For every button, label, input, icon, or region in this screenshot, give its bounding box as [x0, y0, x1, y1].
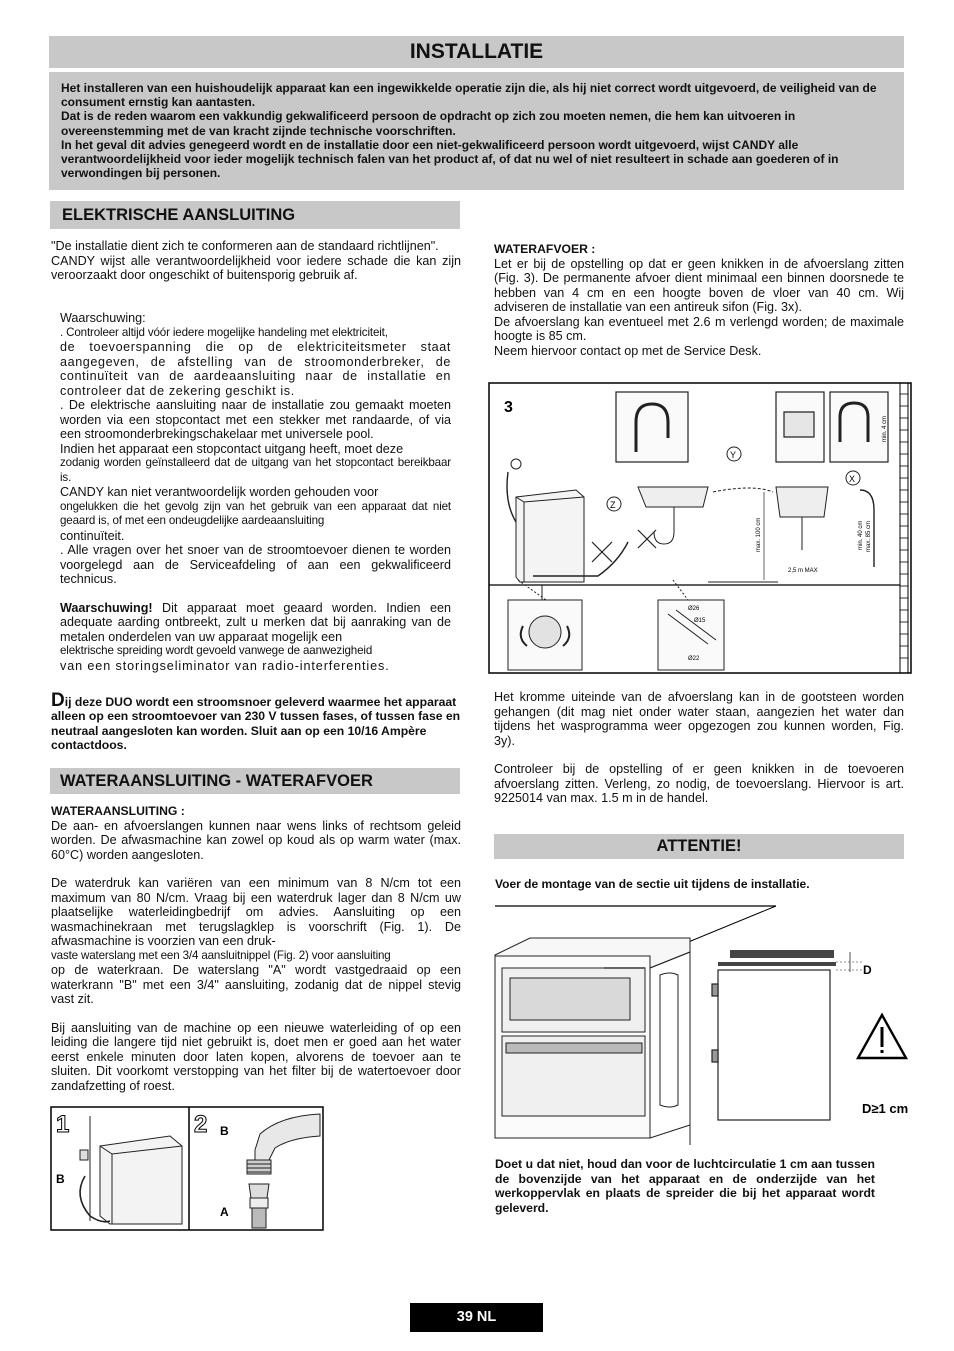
drain-paragraph: Controleer bij de opstelling of er geen knikken in de toevoeren afvoerslang zitten. Verleng, zo nodig, de toevoerslang. Hiervoor is art. 9225014 van max. 1.5 m in de handel.	[494, 762, 904, 805]
water-paragraph: De waterdruk kan variëren van een minimum van 8 N/cm tot een maximum van 80 N/cm. Vraag bij een waterdruk lager dan 8 N/cm uw plaatselijke waterleidingbedrijf om advies. Aansluiting op een wasmachinekraan met terugslagklep is voorschrift (Fig. 1). De afwasmachine is voorzien van een druk-	[51, 876, 461, 948]
earth-warning-text: van een storingseliminator van radio-interferenties.	[60, 658, 390, 673]
drain-paragraph: De afvoerslang kan eventueel met 2.6 m verlengd worden; de maximale hoogte is 85 cm.	[494, 314, 904, 343]
fig1-b-label: B	[56, 1172, 65, 1186]
attention-figure	[490, 900, 930, 1150]
drain-text-2	[494, 690, 904, 806]
fig3-dim-max85: max. 85 cm	[866, 520, 872, 552]
fig2-a-label: A	[220, 1205, 229, 1219]
fig3-label-y: Y	[730, 450, 737, 460]
earth-warning-label: Waarschuwing!	[60, 600, 153, 615]
water-connection-text	[51, 804, 461, 1093]
attention-instruction: Voer de montage van de sectie uit tijdens de installatie.	[495, 877, 810, 891]
drain-paragraph: Let er bij de opstelling op dat er geen knikken in de afvoerslang zitten (Fig. 3). De permanente afvoer dient minimaal een binnen doorsnede te hebben van 4 cm en een hoogte boven de vloer van 40 cm. Wij adviseren de installatie van een antireuk sifon (Fig. 3x).	[494, 256, 904, 314]
drop-cap: D	[51, 690, 65, 711]
water-paragraph: De aan- en afvoerslangen kunnen naar wens links of rechtsom geleid worden. De afwasmachine kan zowel op koud als op warm water (max. 60°C) worden aangesloten.	[51, 818, 461, 862]
figure-3-drain-diagram	[488, 382, 912, 674]
duo-text: ij deze DUO wordt een stroomsnoer geleverd waarmee het apparaat alleen op een stroomtoevoer van 230 V tussen fases, of tussen fase en neutraal aangesloten kan worden. Sluit aan op een 10/16 Ampère contactdoos.	[51, 695, 461, 753]
water-paragraph: op de waterkraan. De waterslang "A" wordt vastgedraaid op een waterkrann "B" met een 3/4" aansluiting, zodanig dat de nippel stevig vast zit.	[51, 963, 461, 1006]
intro-paragraph: Dat is de reden waarom een vakkundig gekwalificeerd persoon de opdracht op zich zou moeten nemen, die hem kan uitvoeren in overeenstemming met de van kracht zijnde technische voorschriften.	[61, 109, 796, 138]
intro-paragraph: Het installeren van een huishoudelijk apparaat kan een ingewikkelde operatie zijn die, als hij niet correct wordt uitgevoerd, de veiligheid van de consument ernstig kan aantasten.	[61, 81, 877, 110]
water-heading: WATERAANSLUITING - WATERAFVOER	[50, 768, 460, 794]
attention-heading: ATTENTIE!	[494, 834, 904, 859]
electrical-warnings	[60, 311, 451, 673]
duo-appliance-drawing	[495, 938, 690, 1145]
water-subheading: WATERAANSLUITING :	[51, 804, 185, 818]
intro-paragraph: In het geval dit advies genegeerd wordt en de installatie door een niet-gekwalificeerd persoon wordt uitgevoerd, wijst CANDY alle verantwoordelijkheid voor ieder mogelijk technisch falen van het product af, of dat nu wel of niet resulteert in schade aan goederen of in verwondingen bij personen.	[61, 137, 839, 181]
drain-subheading: WATERAFVOER :	[494, 242, 596, 256]
drain-paragraph: Neem hiervoor contact op met de Service Desk.	[494, 343, 762, 358]
drain-text	[494, 242, 904, 358]
fig3-dim-d15: Ø15	[694, 618, 706, 624]
fig2-b-label: B	[220, 1124, 229, 1138]
warning-item: . Alle vragen over het snoer van de stroomtoevoer dienen te worden voorgelegd aan de Serviceafdeling of aan een gekwalificeerd technicus.	[60, 543, 451, 586]
fig3-dim-min40: min. 40 cm	[858, 520, 864, 550]
electrical-intro	[51, 239, 461, 283]
side-view-drawing	[712, 950, 862, 1120]
warning-item: de toevoerspanning die op de elektriciteitsmeter staat aangegeven, de afstelling van de stroomonderbreker, de continuïteit van de aardeaansluiting naar de installatie en controleer dat de zekering geschikt is.	[60, 340, 451, 398]
fig3-dim-min4: min. 4 cm	[882, 415, 888, 442]
ventilation-note: Doet u dat niet, houd dan voor de luchtcirculatie 1 cm aan tussen de bovenzijde van het apparaat en de onderzijde van het werkoppervlak en plaats de spreider die bij het apparaat wordt geleverd.	[495, 1157, 875, 1215]
water-paragraph: Bij aansluiting van de machine op een nieuwe waterleiding of op een leiding die langere tijd niet gebruikt is, doet men er goed aan het water eerst enkele minuten door laten kopen, alvorens de toevoer aan te sluiten. Dit voorkomt verstopping van het filter bij de watertoevoer door zandafzetting of roest.	[51, 1020, 461, 1093]
page-number: 39 NL	[410, 1303, 543, 1332]
warning-item: . Controleer altijd vóór iedere mogelijke handeling met elektriciteit,	[60, 325, 388, 339]
fig3-number: 3	[504, 399, 513, 416]
duo-power-note	[51, 690, 461, 753]
electrical-heading: ELEKTRISCHE AANSLUITING	[50, 201, 460, 229]
warning-item: CANDY kan niet verantwoordelijk worden gehouden voor	[60, 485, 379, 499]
warning-item: . De elektrische aansluiting naar de installatie zou gemaakt moeten worden via een stopcontact met een stekker met randaarde, of via een stroomonderbrekingschakelaar met universele pool.	[60, 398, 451, 441]
gap-rule-label: D≥1 cm	[862, 1101, 909, 1116]
fig3-label-z: Z	[610, 500, 616, 510]
warning-item: Indien het apparaat een stopcontact uitgang heeft, moet deze	[60, 441, 404, 456]
intro-warning-box	[49, 72, 904, 190]
warning-triangle-icon	[858, 1015, 906, 1058]
fig2-number: 2	[194, 1111, 208, 1138]
earth-warning-text: elektrische spreiding wordt gevoeld vanwege de aanwezigheid	[60, 644, 373, 657]
water-paragraph: vaste waterslang met een 3/4 aansluitnippel (Fig. 2) voor aansluiting	[51, 948, 391, 962]
fig3-label-x: X	[849, 474, 856, 484]
page-title: INSTALLATIE	[49, 36, 904, 68]
fig1-number: 1	[56, 1111, 70, 1138]
standard-quote: "De installatie dient zich te conformeren aan de standaard richtlijnen".	[51, 239, 439, 253]
drain-paragraph: Het kromme uiteinde van de afvoerslang kan in de gootsteen worden gehangen (dit mag niet onder water staan, aangezien het water dan tijdens het wasprogramma weer opgezogen zou kunnen worden, Fig. 3y).	[494, 690, 904, 748]
liability-text: CANDY wijst alle verantwoordelijkheid voor iedere schade die kan zijn veroorzaakt door ongeschikt of buitensporig gebruik af.	[51, 253, 461, 282]
warning-item: zodanig worden geïnstalleerd dat de uitgang van het stopcontact bereikbaar is.	[60, 456, 451, 484]
gap-d-label: D	[863, 963, 872, 977]
fig3-dim-d22: Ø22	[688, 656, 700, 662]
fig3-dim-d26: Ø26	[688, 606, 700, 612]
warning-item: ongelukken die het gevolg zijn van het gebruik van een apparaat dat niet geaard is, of met een ondeugdelijke aardeaansluiting	[60, 499, 451, 527]
earth-warning	[60, 601, 451, 645]
fig3-dim-max100: max. 100 cm	[756, 517, 762, 552]
warning-label: Waarschuwing:	[60, 311, 146, 325]
fig3-dim-25max: 2,5 m MAX	[788, 568, 818, 574]
earth-warning-text: Dit apparaat moet geaard worden. Indien een adequate aarding ontbreekt, zult u merken dat bij aanraking van de metalen onderdelen van uw apparaat mogelijk een	[60, 600, 451, 644]
figures-1-2	[50, 1106, 324, 1231]
warning-item: continuïteit.	[60, 528, 125, 543]
